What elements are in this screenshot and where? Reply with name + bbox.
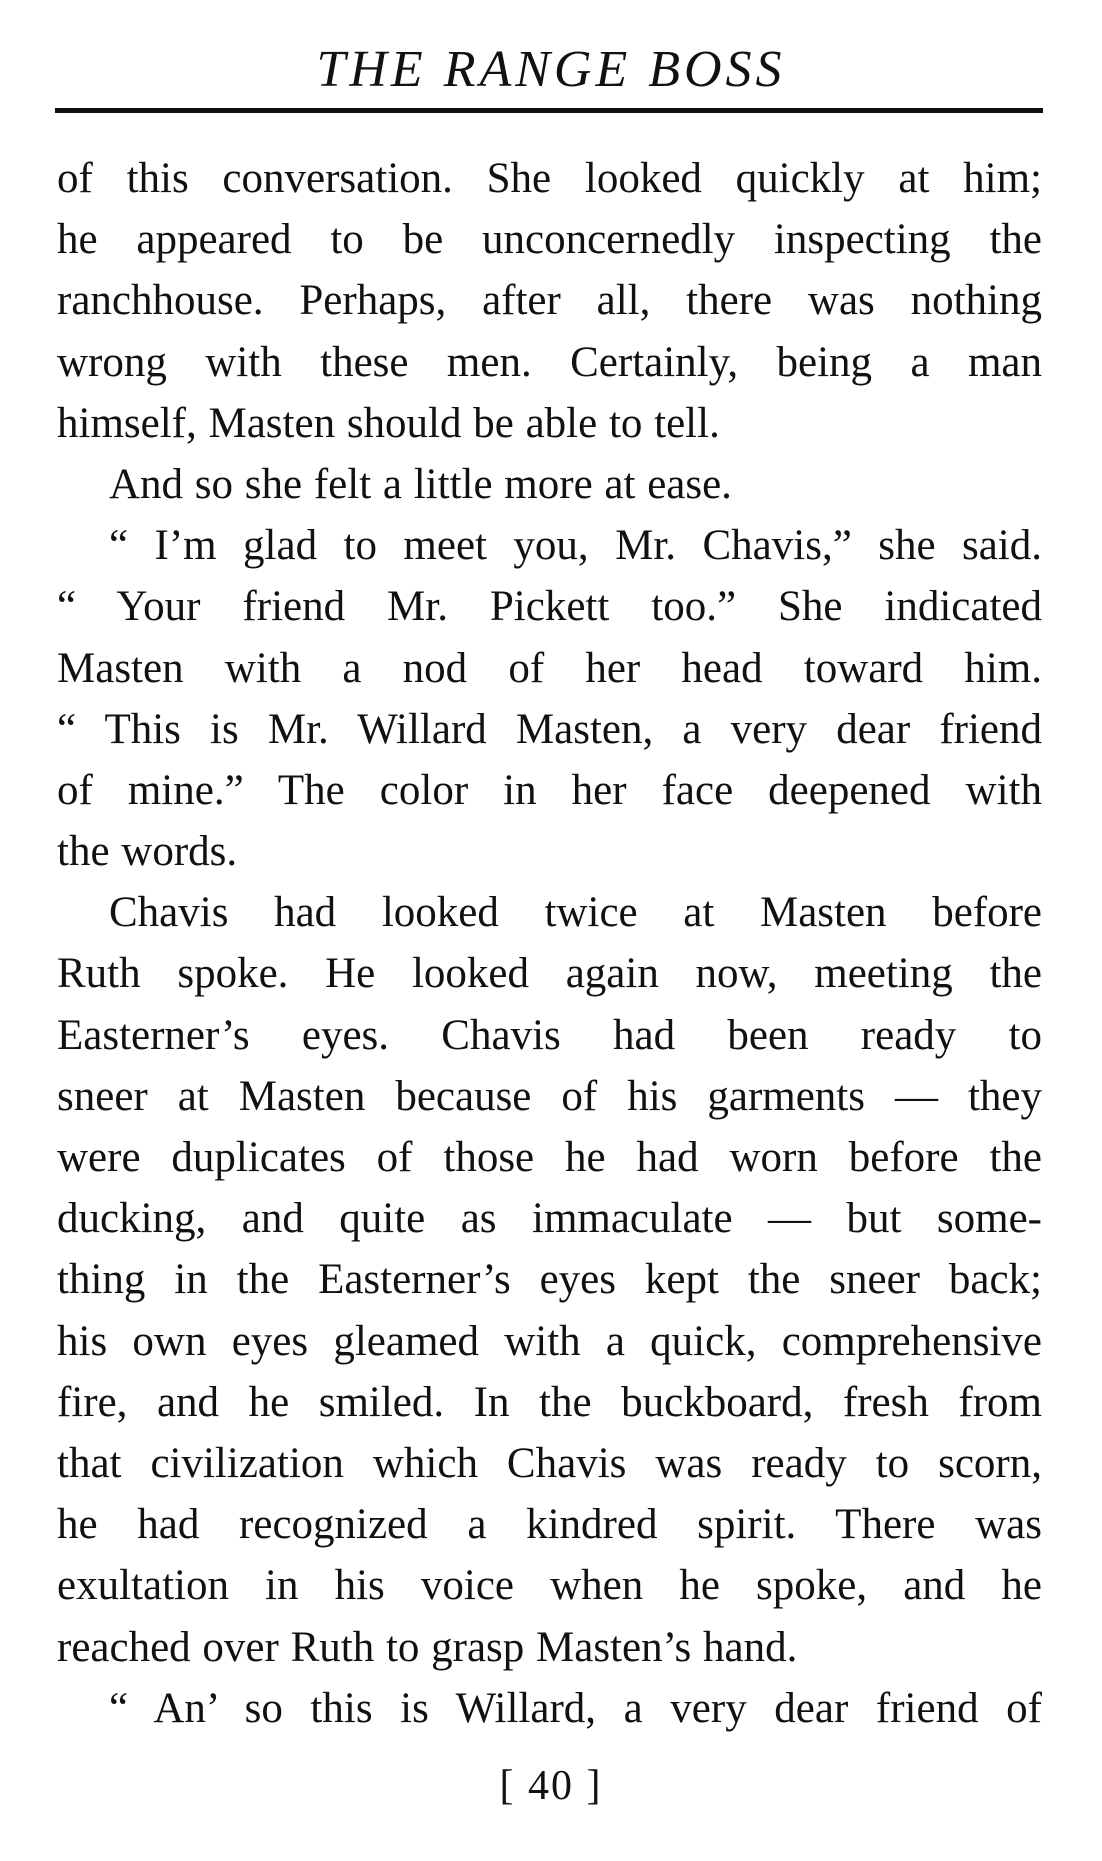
text-line: ranchhouse. Perhaps, after all, there was nothing [57, 277, 1042, 325]
text-line: thing in the Easterner’s eyes kept the sneer back; [57, 1256, 1042, 1304]
text-line: “ I’m glad to meet you, Mr. Chavis,” she said. [109, 522, 1042, 570]
text-line: sneer at Masten because of his garments — they [57, 1072, 1042, 1120]
text-line: reached over Ruth to grasp Masten’s hand. [57, 1623, 798, 1671]
running-head: THE RANGE BOSS [316, 41, 786, 98]
text-line: wrong with these men. Certainly, being a man [57, 338, 1042, 386]
text-line: “ This is Mr. Willard Masten, a very dear friend [57, 705, 1042, 753]
text-line: Easterner’s eyes. Chavis had been ready to [57, 1011, 1042, 1059]
text-line: the words. [57, 828, 238, 876]
text-line: And so she felt a little more at ease. [109, 460, 732, 508]
header-rule [55, 108, 1043, 113]
text-line: Ruth spoke. He looked again now, meeting the [57, 950, 1042, 998]
text-line: he had recognized a kindred spirit. There was [57, 1501, 1042, 1549]
text-line: Masten with a nod of her head toward him. [57, 644, 1042, 692]
body-text [57, 148, 1042, 1739]
text-line: exultation in his voice when he spoke, and he [57, 1562, 1042, 1610]
text-line: fire, and he smiled. In the buckboard, fresh from [57, 1378, 1042, 1426]
text-line: of mine.” The color in her face deepened with [57, 766, 1042, 814]
text-line: “ An’ so this is Willard, a very dear friend of [109, 1684, 1042, 1732]
text-line: “ Your friend Mr. Pickett too.” She indicated [57, 583, 1042, 631]
text-line: he appeared to be unconcernedly inspecting the [57, 216, 1042, 264]
text-line: of this conversation. She looked quickly at him; [57, 155, 1042, 202]
text-line: were duplicates of those he had worn before the [57, 1134, 1042, 1181]
text-line: ducking, and quite as immaculate — but some- [57, 1195, 1042, 1243]
text-line: his own eyes gleamed with a quick, comprehensive [57, 1317, 1042, 1365]
text-line: himself, Masten should be able to tell. [57, 399, 720, 447]
text-line: that civilization which Chavis was ready to scorn, [57, 1439, 1042, 1487]
text-line: Chavis had looked twice at Masten before [109, 889, 1042, 937]
page-number: [ 40 ] [499, 1763, 603, 1809]
